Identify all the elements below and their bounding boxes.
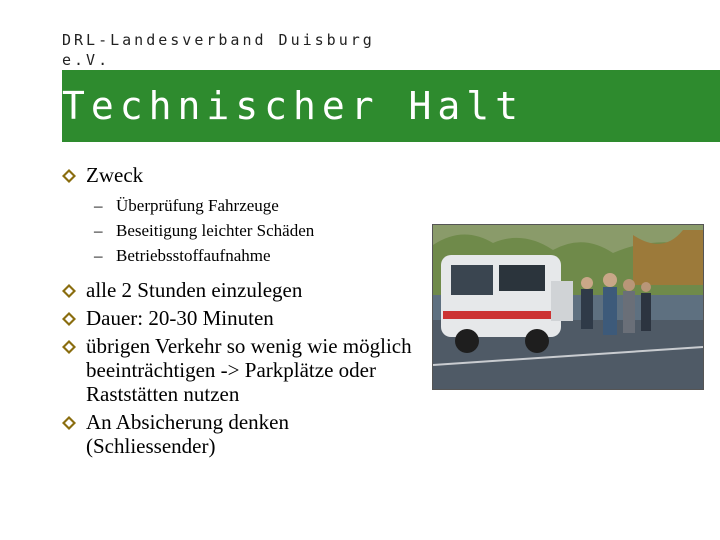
- sub-bullet-text: Überprüfung Fahrzeuge: [116, 196, 279, 215]
- organization-header: [62, 30, 442, 70]
- organization-suffix: e.V.: [62, 51, 111, 69]
- bullet-item-zweck: [62, 163, 422, 187]
- bullet-item-duration: [62, 306, 422, 330]
- bullet-text: Dauer: 20-30 Minuten: [86, 306, 274, 330]
- dash-bullet-icon: –: [94, 196, 103, 215]
- sub-bullet-item: [94, 193, 422, 218]
- sub-bullet-text: Beseitigung leichter Schäden: [116, 221, 315, 240]
- bullet-item-interval: [62, 278, 422, 302]
- sub-bullet-item: [94, 243, 422, 268]
- sub-bullet-list: [94, 193, 422, 268]
- bullet-item-traffic: [62, 334, 422, 406]
- slide-title: Technischer Halt: [62, 84, 525, 128]
- van-stop-photo: [432, 224, 704, 390]
- organization-name: DRL-Landesverband Duisburg: [62, 31, 375, 49]
- sub-bullet-item: [94, 218, 422, 243]
- sub-bullet-text: Betriebsstoffaufnahme: [116, 246, 271, 265]
- bullet-text: An Absicherung denken (Schliessender): [86, 410, 289, 458]
- dash-bullet-icon: –: [94, 246, 103, 265]
- diamond-bullet-icon: [62, 340, 76, 354]
- bullet-text: Zweck: [86, 163, 144, 187]
- bullet-text: übrigen Verkehr so wenig wie möglich beeinträchtigen -> Parkplätze oder Raststätten nutzen: [86, 334, 412, 406]
- diamond-bullet-icon: [62, 416, 76, 430]
- bullet-text: alle 2 Stunden einzulegen: [86, 278, 303, 302]
- diamond-bullet-icon: [62, 284, 76, 298]
- bullet-list: [62, 163, 422, 458]
- dash-bullet-icon: –: [94, 221, 103, 240]
- diamond-bullet-icon: [62, 312, 76, 326]
- bullet-item-safety: [62, 410, 422, 458]
- diamond-bullet-icon: [62, 169, 76, 183]
